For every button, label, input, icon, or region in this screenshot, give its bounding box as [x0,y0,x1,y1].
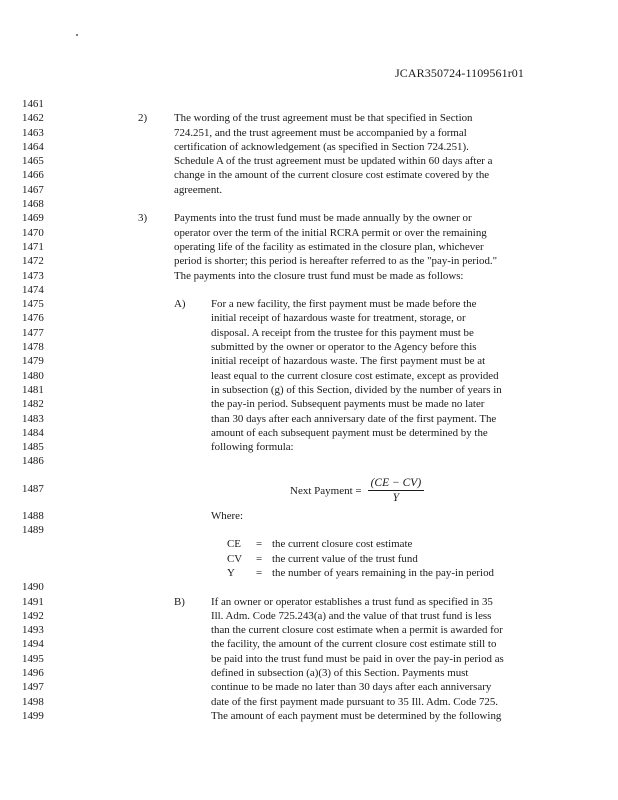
line-number: 1472 [22,255,44,268]
variable-symbol: CV [227,552,243,565]
line-number: 1484 [22,426,44,439]
equals-sign: = [256,538,263,551]
document-line [0,97,618,111]
body-text: operator over the term of the initial RCRA permit or over the remaining [174,226,487,239]
variable-definition-row [0,537,618,551]
line-number: 1467 [22,183,44,196]
document-line [0,111,618,125]
document-line [0,240,618,254]
payment-formula [290,475,424,507]
document-line [0,469,618,509]
line-number: 1486 [22,455,44,468]
line-number: 1476 [22,312,44,325]
line-number: 1487 [22,482,44,495]
body-text: be paid into the trust fund must be paid in over the pay-in period as [211,652,504,665]
document-line [0,140,618,154]
line-number: 1491 [22,595,44,608]
line-number: 1493 [22,624,44,637]
line-number: 1494 [22,638,44,651]
document-line [0,426,618,440]
document-line [0,523,618,537]
document-line [0,311,618,325]
subsection-label: 2) [138,112,148,125]
line-number: 1477 [22,326,44,339]
line-number: 1463 [22,126,44,139]
line-number: 1490 [22,581,44,594]
document-line [0,595,618,609]
body-text: change in the amount of the current closure cost estimate covered by the [174,169,490,182]
variable-symbol: Y [227,566,235,579]
line-number: 1489 [22,524,44,537]
variable-definition: the current value of the trust fund [272,552,418,565]
line-number: 1481 [22,383,44,396]
body-text: Ill. Adm. Code 725.243(a) and the value of that trust fund is less [211,609,492,622]
document-line [0,254,618,268]
document-line [0,154,618,168]
body-text: Where: [211,509,244,522]
line-number: 1497 [22,681,44,694]
variable-definition-row [0,566,618,580]
body-text: disposal. A receipt from the trustee for this payment must be [211,326,474,339]
line-number: 1482 [22,398,44,411]
document-line [0,383,618,397]
document-line [0,126,618,140]
line-number: 1495 [22,652,44,665]
subsection-label: B) [174,595,185,608]
line-number: 1462 [22,112,44,125]
body-text: Schedule A of the trust agreement must be updated within 60 days after a [174,155,493,168]
line-number: 1488 [22,509,44,522]
document-line [0,226,618,240]
equals-sign: = [256,566,263,579]
document-line [0,197,618,211]
document-line [0,454,618,468]
body-text: If an owner or operator establishes a trust fund as specified in 35 [211,595,493,608]
scan-speck [76,34,78,36]
document-line [0,397,618,411]
line-number: 1496 [22,666,44,679]
line-number: 1464 [22,140,44,153]
body-text: The payments into the closure trust fund must be made as follows: [174,269,464,282]
line-number: 1498 [22,695,44,708]
line-number: 1499 [22,709,44,722]
line-number: 1469 [22,212,44,225]
document-line [0,340,618,354]
body-text: defined in subsection (a)(3) of this Section. Payments must [211,666,469,679]
document-line [0,509,618,523]
document-id-header: JCAR350724-1109561r01 [395,66,524,80]
body-text: For a new facility, the first payment must be made before the [211,298,477,311]
document-line [0,211,618,225]
body-text: continue to be made no later than 30 days after each anniversary [211,681,492,694]
line-number: 1466 [22,169,44,182]
document-body [0,97,618,723]
variable-symbol: CE [227,538,241,551]
document-line [0,637,618,651]
body-text: than 30 days after each anniversary date of the first payment. The [211,412,497,425]
body-text: date of the first payment made pursuant to 35 Ill. Adm. Code 725. [211,695,499,708]
formula-numerator: (CE − CV) [368,476,425,491]
line-number: 1475 [22,298,44,311]
body-text: the facility, the amount of the current closure cost estimate still to [211,638,497,651]
line-number: 1480 [22,369,44,382]
line-number: 1479 [22,355,44,368]
line-number: 1483 [22,412,44,425]
body-text: than the current closure cost estimate when a permit is awarded for [211,624,503,637]
document-line [0,283,618,297]
document-line [0,297,618,311]
document-line [0,183,618,197]
line-number: 1492 [22,609,44,622]
body-text: The amount of each payment must be determined by the following [211,709,502,722]
line-number: 1468 [22,198,44,211]
body-text: Payments into the trust fund must be made annually by the owner or [174,212,472,225]
line-number: 1471 [22,240,44,253]
line-number: 1461 [22,98,44,110]
document-line [0,709,618,723]
formula-fraction [368,476,425,505]
document-line [0,666,618,680]
line-number: 1478 [22,341,44,354]
body-text: following formula: [211,441,294,454]
body-text: in subsection (g) of this Section, divided by the number of years in [211,383,502,396]
body-text: agreement. [174,183,223,196]
document-line [0,269,618,283]
line-number: 1485 [22,441,44,454]
variable-definition: the current closure cost estimate [272,538,413,551]
document-line [0,354,618,368]
body-text: certification of acknowledgement (as specified in Section 724.251). [174,140,469,153]
body-text: the pay-in period. Subsequent payments must be made no later [211,398,485,411]
body-text: initial receipt of hazardous waste. The first payment must be at [211,355,486,368]
body-text: The wording of the trust agreement must be that specified in Section [174,112,473,125]
body-text: least equal to the current closure cost estimate, except as provided [211,369,499,382]
line-number: 1465 [22,155,44,168]
formula-lhs: Next Payment = [290,484,362,497]
body-text: period is shorter; this period is hereafter referred to as the "pay-in period." [174,255,498,268]
body-text: operating life of the facility as estimated in the closure plan, whichever [174,240,484,253]
document-line [0,680,618,694]
body-text: amount of each subsequent payment must be determined by the [211,426,488,439]
document-line [0,623,618,637]
variable-definition-row [0,552,618,566]
subsection-label: A) [174,298,186,311]
variable-definition: the number of years remaining in the pay-in period [272,566,494,579]
equals-sign: = [256,552,263,565]
subsection-label: 3) [138,212,148,225]
body-text: submitted by the owner or operator to the Agency before this [211,341,477,354]
document-line [0,326,618,340]
line-number: 1474 [22,283,44,296]
formula-denominator: Y [392,492,400,505]
document-line [0,440,618,454]
document-line [0,580,618,594]
document-line [0,168,618,182]
line-number: 1473 [22,269,44,282]
document-line [0,695,618,709]
document-line [0,609,618,623]
body-text: initial receipt of hazardous waste for treatment, storage, or [211,312,466,325]
document-line [0,369,618,383]
line-number: 1470 [22,226,44,239]
document-line [0,412,618,426]
body-text: 724.251, and the trust agreement must be accompanied by a formal [174,126,467,139]
document-line [0,652,618,666]
